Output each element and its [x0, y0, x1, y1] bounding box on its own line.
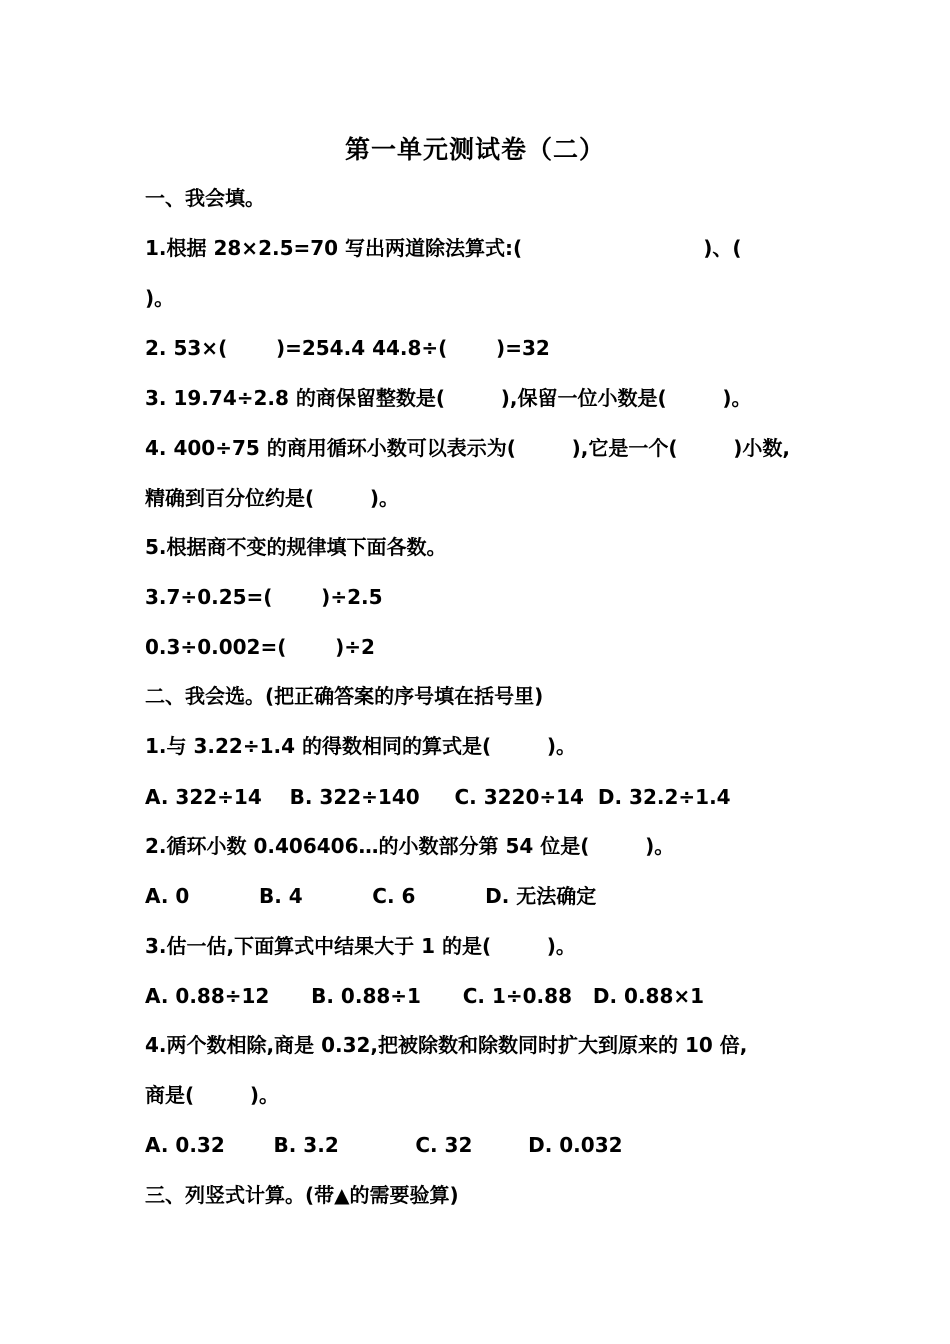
- choice-line: A. 0 B. 4 C. 6 D. 无法确定: [145, 884, 597, 908]
- question-line: 4. 400÷75 的商用循环小数可以表示为( ),它是一个( )小数,: [145, 436, 790, 460]
- question-line: 商是( )。: [145, 1083, 279, 1107]
- question-line: )。: [145, 286, 175, 310]
- question-line: 3. 19.74÷2.8 的商保留整数是( ),保留一位小数是( )。: [145, 386, 752, 410]
- question-line: 5.根据商不变的规律填下面各数。: [145, 535, 447, 559]
- section-2-heading: 二、我会选。(把正确答案的序号填在括号里): [145, 684, 544, 708]
- question-line: 1.与 3.22÷1.4 的得数相同的算式是( )。: [145, 734, 576, 758]
- question-line: 4.两个数相除,商是 0.32,把被除数和除数同时扩大到原来的 10 倍,: [145, 1033, 748, 1057]
- choice-line: A. 322÷14 B. 322÷140 C. 3220÷14 D. 32.2÷1.4: [145, 785, 731, 809]
- question-line: 2.循环小数 0.406406…的小数部分第 54 位是( )。: [145, 834, 675, 858]
- question-line: 精确到百分位约是( )。: [145, 486, 399, 510]
- section-3-heading: 三、列竖式计算。(带▲的需要验算): [145, 1183, 459, 1207]
- question-line: 0.3÷0.002=( )÷2: [145, 635, 375, 659]
- choice-line: A. 0.88÷12 B. 0.88÷1 C. 1÷0.88 D. 0.88×1: [145, 984, 705, 1008]
- question-line: 3.7÷0.25=( )÷2.5: [145, 585, 383, 609]
- page-title: 第一单元测试卷（二）: [344, 135, 605, 164]
- question-line: 3.估一估,下面算式中结果大于 1 的是( )。: [145, 934, 576, 958]
- question-line: 1.根据 28×2.5=70 写出两道除法算式:( )、(: [145, 236, 742, 260]
- choice-line: A. 0.32 B. 3.2 C. 32 D. 0.032: [145, 1133, 623, 1157]
- section-1-heading: 一、我会填。: [145, 186, 265, 210]
- question-line: 2. 53×( )=254.4 44.8÷( )=32: [145, 336, 550, 360]
